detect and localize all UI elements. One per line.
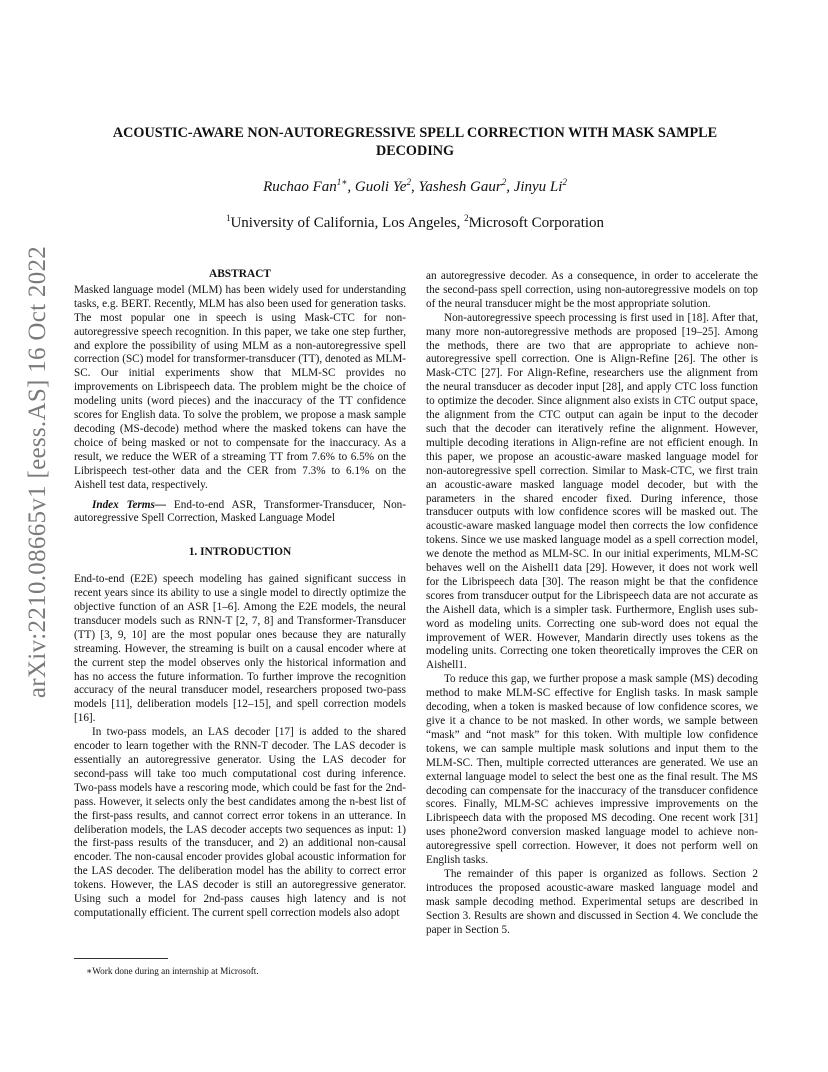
abstract-text: Masked language model (MLM) has been widely used for understanding tasks, e.g. BERT. Recently, MLM has also been used for generation tasks. The most popular one in speech is using Mask-CTC for non-autoregressive speech recognition. In this paper, we take one step further, and explore the possibility of using MLM as a non-autoregressive spell correction (SC) model for transformer-transducer (TT), denoted as MLM-SC. Our initial experiments show that MLM-SC provides no improvements on Librispeech data. The problem might be the choice of modeling units (word pieces) and the inaccuracy of the TT confidence scores for English data. To solve the problem, we propose a mask sample decoding (MS-decode) method where the masked tokens can have the choice of being masked or not to compensate for the inaccuracy. As a result, we reduce the WER of a streaming TT from 7.6% to 6.5% on the Librispeech test-other data and the CER from 7.3% to 6.1% on the Aishell test data, respectively.	[74, 283, 406, 491]
author-list: Ruchao Fan$^{1∗}$, Guoli Ye$^2$, Yashesh Gaur$^2$, Jinyu Li$^2$	[263, 177, 567, 195]
affiliation-mark: 1	[225, 213, 231, 223]
right-column	[426, 270, 758, 938]
intro-paragraph: End-to-end (E2E) speech modeling has gained significant success in recent years since its ability to use a single model to directly optimize the objective function of an ASR [1–6]. Among the E2E models, the neural transducer models such as RNN-T [2, 7, 8] and Transformer-Transducer (TT) [3, 9, 10] are the most popular ones because they are naturally streaming. However, the streaming is built on a causal encoder where at the current step the model observes only the historical information and has no access the future information. To further improve the recognition accuracy of the neural transducer model, researchers proposed two-pass models [11], deliberation models [12–15], and spell correction models [16].	[74, 573, 406, 725]
author-mark: 2	[501, 177, 507, 187]
affiliation-mark: 2	[464, 213, 469, 223]
author-name: Guoli Ye	[354, 179, 407, 195]
author-name: Ruchao Fan	[263, 179, 337, 195]
affiliation-name: Microsoft Corporation	[468, 215, 605, 231]
intro-paragraph: In two-pass models, an LAS decoder [17] is added to the shared encoder to learn together with the RNN-T decoder. The LAS decoder is essentially an autoregressive generator. Using the LAS decoder for second-pass will take too much computational cost during inference. Two-pass models have a rescoring mode, which could be fast for the 2nd-pass. However, it selects only the best candidates among the n-best list of the first-pass results, and cannot correct error tokens in an utterance. In deliberation models, the LAS decoder accepts two sequences as input: 1) the first-pass results of the transducer, and 2) an additional non-causal encoder. The non-causal encoder provides global acoustic information for the LAS decoder. The deliberation model has the ability to correct error tokens. However, the LAS decoder is still an autoregressive generator. Using such a model for 2nd-pass causes high latency and is not computationally efficient. The current spell correction models also adopt	[74, 726, 406, 919]
left-column	[74, 268, 406, 921]
intro-paragraph: an autoregressive decoder. As a consequence, in order to accelerate the the second-pass spell correction, using non-autoregressive models on top of the neural transducer might be the most appropriate solution.	[426, 270, 758, 310]
paper-title: ACOUSTIC-AWARE NON-AUTOREGRESSIVE SPELL CORRECTION WITH MASK SAMPLE DECODING	[112, 125, 718, 159]
author-mark: 1∗	[336, 177, 348, 187]
footnote-rule	[74, 958, 168, 959]
affiliation-line: $^1$University of California, Los Angeles, $^2$Microsoft Corporation	[225, 213, 605, 231]
author-mark: 2	[406, 177, 411, 187]
intro-paragraph: Non-autoregressive speech processing is first used in [18]. After that, many more non-autoregressive methods are proposed [19–25]. Among the methods, there are two that are appropriate to achieve non-autoregressive spell correction. One is Align-Refine [26]. The other is Mask-CTC [27]. For Align-Refine, researchers use the alignment from the neural transducer as decoder input [28], and apply CTC loss function to optimize the decoder. Since alignment also exists in CTC output space, the alignment from the CTC output can again be input to the decoder such that the decoder can iteratively refine the alignment. However, multiple decoding iterations in Align-refine are not efficient enough. In this paper, we propose an acoustic-aware masked language model for non-autoregressive spell correction. Similar to Mask-CTC, we first train an acoustic-aware masked language model decoder, but with the parameters in the shared encoder fixed. During inference, those transducer outputs with low confidence scores will be masked out. The acoustic-aware masked language model then corrects the low confidence tokens. Since we use masked language model as a spell correction model, we denote the method as MLM-SC. In our initial experiments, MLM-SC behaves well on the Aishell1 data [29]. However, it does not work well for the Librispeech data [30]. The reason might be that the confidence scores from transducer output for the Librispeech data are not accurate as the Aishell data, which is a simpler task. Furthermore, English uses sub-word as modeling units. Correcting one sub-word does not equal the improvement of WER. However, Mandarin directly uses tokens as the modeling units. Correcting one token theoretically improves the CER on Aishell1.	[426, 311, 758, 672]
abstract-heading: ABSTRACT	[208, 268, 272, 280]
author-mark: 2	[562, 177, 567, 187]
affiliation-name: University of California, Los Angeles	[230, 215, 457, 231]
index-terms-label: Index Terms—	[92, 498, 167, 511]
index-terms	[74, 499, 406, 527]
intro-paragraph: The remainder of this paper is organized as follows. Section 2 introduces the proposed acoustic-aware masked language model and mask sample decoding method. Experimental setups are described in Section 3. Results are shown and discussed in Section 4. We conclude the paper in Section 5.	[426, 867, 758, 936]
index-terms-text: End-to-end ASR, Transformer-Transducer, Non-autoregressive Spell Correction, Masked Language Model	[74, 498, 406, 525]
author-name: Yashesh Gaur	[418, 179, 502, 195]
introduction-heading: 1. INTRODUCTION	[188, 546, 292, 559]
author-name: Jinyu Li	[513, 179, 563, 195]
arxiv-sidebar-identifier: arXiv:2210.08665v1 [eess.AS] 16 Oct 2022	[24, 245, 51, 699]
footnote: ∗Work done during an internship at Microsoft.	[86, 966, 259, 976]
intro-paragraph: To reduce this gap, we further propose a mask sample (MS) decoding method to make MLM-SC effective for English tasks. In mask sample decoding, when a token is masked because of low confidence scores, we give it a chance to be not masked. In other words, we sample between “mask” and “not mask” for this token. With multiple low confidence tokens, we can sample multiple mask solutions and input them to the MLM-SC. Then, multiple corrected utterances are generated. We use an external language model to select the best one as the final result. The MS decoding can compensate for the inaccuracy of the transducer confidence scores. Finally, MLM-SC achieves impressive improvements on the Librispeech data with the proposed MS decoding. One recent work [31] uses phone2word conversion masked language model to achieve non-autoregressive spell correction. However, it does not perform well on English tasks.	[426, 673, 758, 867]
